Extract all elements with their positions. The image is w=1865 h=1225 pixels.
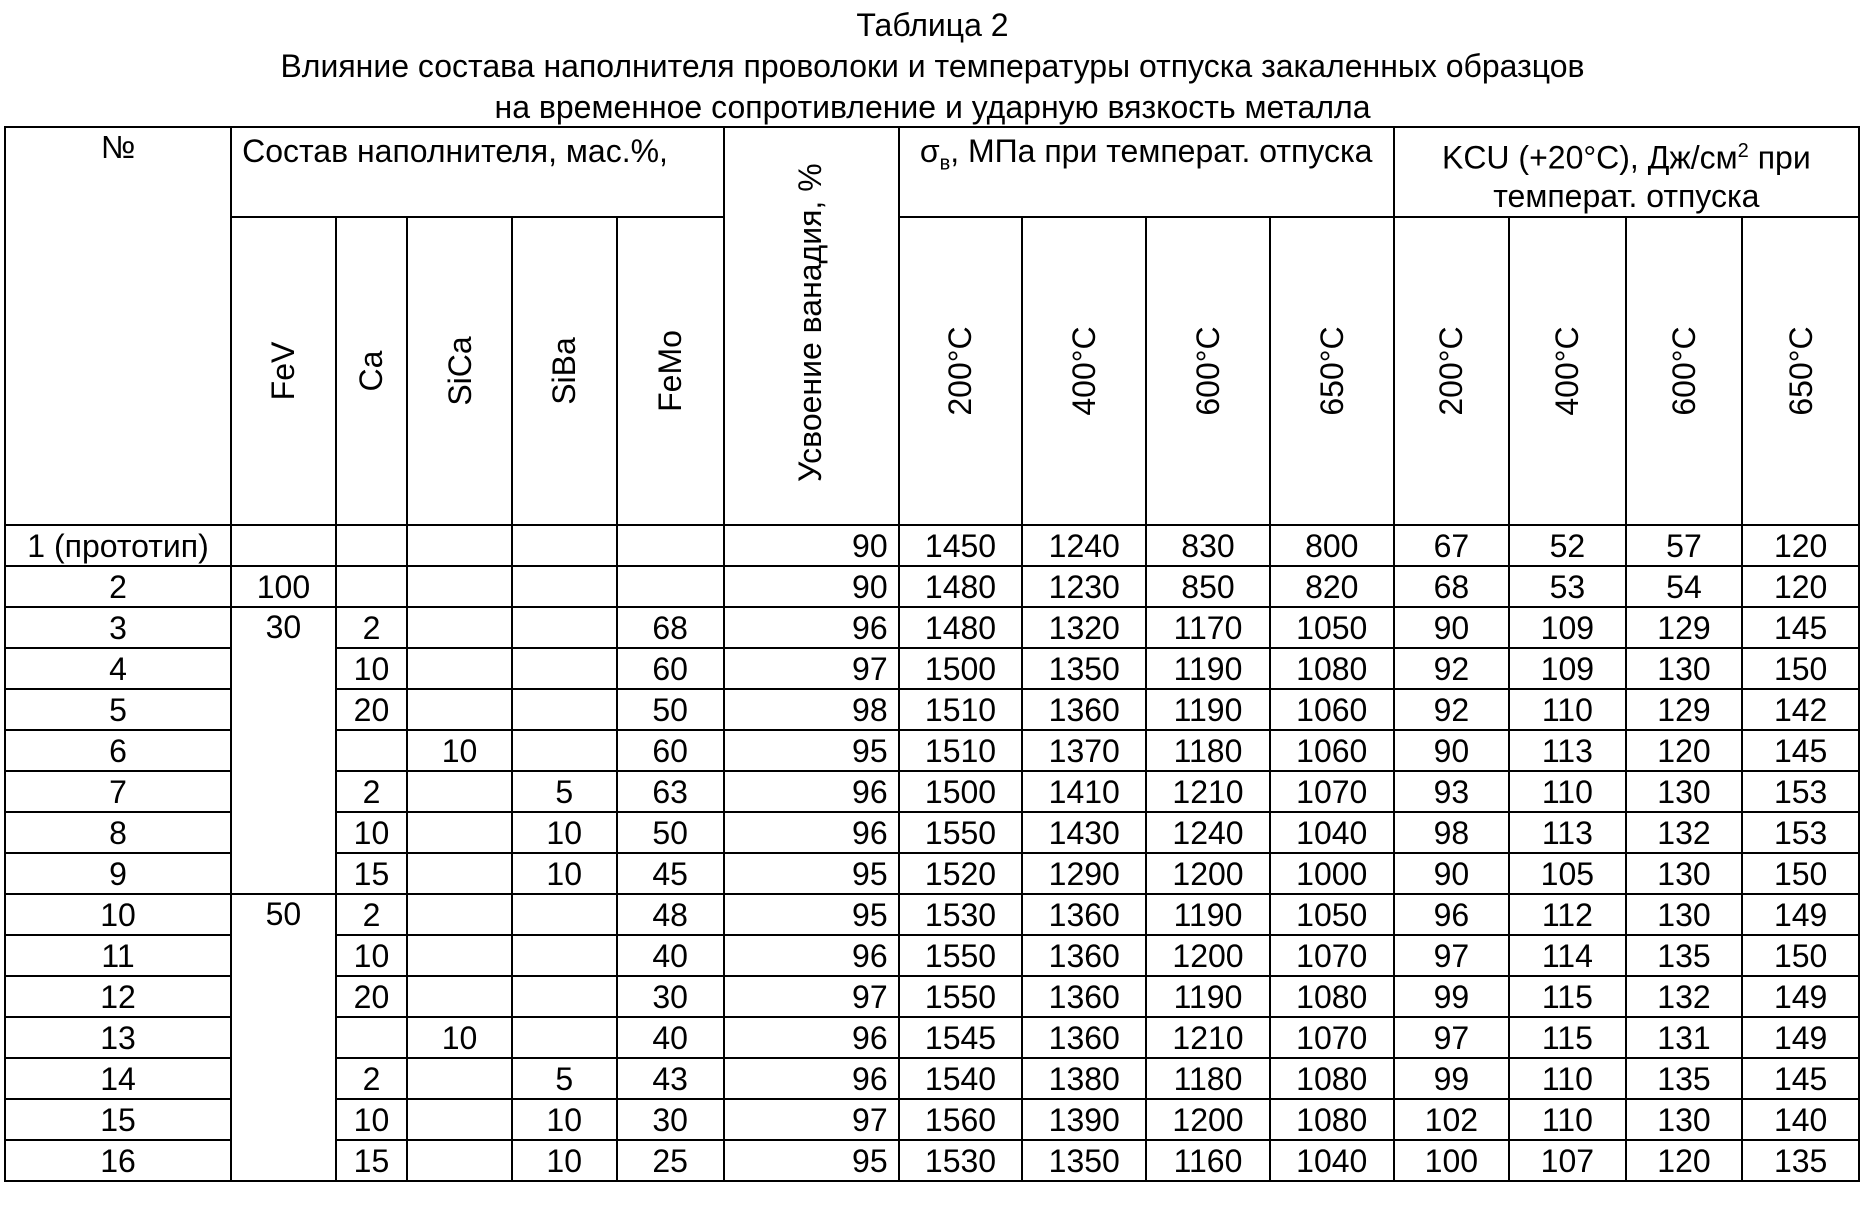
cell-sigma-400: 1240 — [1022, 525, 1146, 566]
cell-sigma-200: 1450 — [899, 525, 1023, 566]
cell-sigma-400: 1370 — [1022, 730, 1146, 771]
cell-no: 4 — [5, 648, 231, 689]
cell-siba — [512, 730, 617, 771]
header-sigma-200: 200°C — [899, 217, 1023, 525]
header-sica: SiCa — [407, 217, 512, 525]
cell-kcu-650: 145 — [1742, 730, 1859, 771]
cell-femo: 30 — [617, 976, 724, 1017]
cell-kcu-200: 67 — [1394, 525, 1509, 566]
cell-kcu-600: 135 — [1626, 1058, 1743, 1099]
cell-sigma-200: 1520 — [899, 853, 1023, 894]
cell-sigma-200: 1550 — [899, 812, 1023, 853]
cell-kcu-600: 130 — [1626, 1099, 1743, 1140]
cell-femo: 25 — [617, 1140, 724, 1181]
cell-femo — [617, 566, 724, 607]
cell-sigma-600: 1240 — [1146, 812, 1270, 853]
cell-kcu-650: 153 — [1742, 812, 1859, 853]
header-vanadium: Усвоение ванадия, % — [724, 127, 899, 525]
cell-no: 13 — [5, 1017, 231, 1058]
cell-sigma-650: 800 — [1270, 525, 1394, 566]
cell-kcu-650: 140 — [1742, 1099, 1859, 1140]
header-sigma-400: 400°C — [1022, 217, 1146, 525]
cell-ca: 2 — [336, 1058, 407, 1099]
cell-ca — [336, 566, 407, 607]
cell-vanadium: 97 — [724, 1099, 899, 1140]
cell-vanadium: 90 — [724, 566, 899, 607]
cell-sigma-400: 1360 — [1022, 894, 1146, 935]
cell-kcu-200: 99 — [1394, 976, 1509, 1017]
cell-no: 2 — [5, 566, 231, 607]
cell-sica — [407, 689, 512, 730]
table-row — [5, 607, 1859, 648]
header-ca: Ca — [336, 217, 407, 525]
cell-sigma-650: 1050 — [1270, 894, 1394, 935]
cell-sigma-600: 830 — [1146, 525, 1270, 566]
cell-ca — [336, 525, 407, 566]
cell-sigma-400: 1350 — [1022, 648, 1146, 689]
cell-no: 14 — [5, 1058, 231, 1099]
cell-no: 3 — [5, 607, 231, 648]
cell-sigma-400: 1360 — [1022, 976, 1146, 1017]
cell-vanadium: 95 — [724, 1140, 899, 1181]
cell-sica: 10 — [407, 730, 512, 771]
cell-kcu-400: 109 — [1509, 607, 1626, 648]
cell-vanadium: 95 — [724, 853, 899, 894]
cell-kcu-650: 145 — [1742, 607, 1859, 648]
header-sigma-600: 600°C — [1146, 217, 1270, 525]
cell-kcu-400: 114 — [1509, 935, 1626, 976]
cell-kcu-650: 145 — [1742, 1058, 1859, 1099]
cell-siba — [512, 935, 617, 976]
cell-sigma-400: 1410 — [1022, 771, 1146, 812]
cell-vanadium: 95 — [724, 730, 899, 771]
cell-sigma-400: 1350 — [1022, 1140, 1146, 1181]
cell-siba — [512, 607, 617, 648]
cell-ca: 10 — [336, 812, 407, 853]
cell-sigma-200: 1540 — [899, 1058, 1023, 1099]
cell-vanadium: 97 — [724, 976, 899, 1017]
cell-sigma-400: 1290 — [1022, 853, 1146, 894]
cell-kcu-200: 102 — [1394, 1099, 1509, 1140]
cell-kcu-600: 130 — [1626, 853, 1743, 894]
cell-siba — [512, 1017, 617, 1058]
cell-kcu-200: 93 — [1394, 771, 1509, 812]
cell-sica — [407, 607, 512, 648]
cell-kcu-650: 120 — [1742, 566, 1859, 607]
cell-sigma-200: 1550 — [899, 976, 1023, 1017]
header-kcu-600: 600°C — [1626, 217, 1743, 525]
cell-vanadium: 96 — [724, 607, 899, 648]
cell-kcu-600: 135 — [1626, 935, 1743, 976]
cell-ca: 15 — [336, 853, 407, 894]
cell-kcu-200: 99 — [1394, 1058, 1509, 1099]
header-number: № — [5, 127, 231, 525]
cell-sigma-200: 1550 — [899, 935, 1023, 976]
cell-sigma-600: 1190 — [1146, 976, 1270, 1017]
cell-siba — [512, 689, 617, 730]
cell-femo: 30 — [617, 1099, 724, 1140]
cell-sica — [407, 812, 512, 853]
cell-sigma-650: 820 — [1270, 566, 1394, 607]
cell-siba: 5 — [512, 771, 617, 812]
cell-kcu-200: 100 — [1394, 1140, 1509, 1181]
header-siba: SiBa — [512, 217, 617, 525]
table-row — [5, 566, 1859, 607]
cell-sica: 10 — [407, 1017, 512, 1058]
cell-sigma-650: 1080 — [1270, 1099, 1394, 1140]
cell-vanadium: 95 — [724, 894, 899, 935]
cell-no: 7 — [5, 771, 231, 812]
cell-sigma-200: 1510 — [899, 689, 1023, 730]
cell-sigma-600: 1200 — [1146, 853, 1270, 894]
cell-kcu-650: 149 — [1742, 976, 1859, 1017]
cell-sigma-600: 1190 — [1146, 648, 1270, 689]
cell-vanadium: 96 — [724, 812, 899, 853]
cell-kcu-400: 113 — [1509, 730, 1626, 771]
cell-vanadium: 96 — [724, 1058, 899, 1099]
cell-sigma-600: 1200 — [1146, 935, 1270, 976]
cell-kcu-400: 52 — [1509, 525, 1626, 566]
cell-sigma-400: 1230 — [1022, 566, 1146, 607]
cell-sica — [407, 566, 512, 607]
cell-siba — [512, 566, 617, 607]
cell-no: 10 — [5, 894, 231, 935]
cell-kcu-600: 132 — [1626, 812, 1743, 853]
cell-kcu-400: 107 — [1509, 1140, 1626, 1181]
cell-sigma-650: 1060 — [1270, 689, 1394, 730]
header-sigma: σв, МПа при температ. отпуска — [899, 127, 1394, 217]
cell-kcu-400: 109 — [1509, 648, 1626, 689]
cell-ca: 15 — [336, 1140, 407, 1181]
cell-no: 5 — [5, 689, 231, 730]
cell-ca: 20 — [336, 976, 407, 1017]
cell-vanadium: 96 — [724, 771, 899, 812]
cell-femo: 48 — [617, 894, 724, 935]
cell-kcu-200: 96 — [1394, 894, 1509, 935]
cell-kcu-400: 113 — [1509, 812, 1626, 853]
cell-kcu-200: 97 — [1394, 935, 1509, 976]
cell-kcu-600: 130 — [1626, 648, 1743, 689]
cell-femo: 60 — [617, 730, 724, 771]
cell-kcu-200: 98 — [1394, 812, 1509, 853]
cell-kcu-200: 68 — [1394, 566, 1509, 607]
cell-sigma-600: 1170 — [1146, 607, 1270, 648]
cell-femo: 45 — [617, 853, 724, 894]
cell-kcu-400: 53 — [1509, 566, 1626, 607]
cell-siba: 10 — [512, 1140, 617, 1181]
cell-femo: 63 — [617, 771, 724, 812]
cell-sigma-200: 1480 — [899, 566, 1023, 607]
cell-sica — [407, 935, 512, 976]
cell-ca: 2 — [336, 894, 407, 935]
cell-kcu-200: 97 — [1394, 1017, 1509, 1058]
cell-sigma-200: 1500 — [899, 771, 1023, 812]
cell-no: 9 — [5, 853, 231, 894]
cell-sigma-400: 1360 — [1022, 1017, 1146, 1058]
cell-sica — [407, 648, 512, 689]
header-sigma-650: 650°C — [1270, 217, 1394, 525]
cell-sigma-400: 1430 — [1022, 812, 1146, 853]
cell-sigma-600: 1200 — [1146, 1099, 1270, 1140]
cell-sigma-400: 1380 — [1022, 1058, 1146, 1099]
cell-sigma-600: 1190 — [1146, 689, 1270, 730]
cell-sigma-200: 1530 — [899, 1140, 1023, 1181]
cell-vanadium: 97 — [724, 648, 899, 689]
data-table — [4, 126, 1860, 1182]
cell-no: 11 — [5, 935, 231, 976]
cell-kcu-650: 142 — [1742, 689, 1859, 730]
cell-sica — [407, 976, 512, 1017]
cell-femo: 40 — [617, 935, 724, 976]
cell-vanadium: 96 — [724, 935, 899, 976]
cell-sigma-400: 1360 — [1022, 689, 1146, 730]
cell-kcu-200: 90 — [1394, 730, 1509, 771]
cell-no: 1 (прототип) — [5, 525, 231, 566]
cell-siba: 10 — [512, 853, 617, 894]
cell-sica — [407, 894, 512, 935]
table-caption-title: Влияние состава наполнителя проволоки и температуры отпуска закаленных образцов — [0, 47, 1865, 85]
cell-sigma-650: 1070 — [1270, 1017, 1394, 1058]
cell-sigma-400: 1390 — [1022, 1099, 1146, 1140]
cell-kcu-650: 149 — [1742, 894, 1859, 935]
cell-sigma-200: 1560 — [899, 1099, 1023, 1140]
cell-ca: 10 — [336, 1099, 407, 1140]
header-kcu-200: 200°C — [1394, 217, 1509, 525]
cell-kcu-600: 120 — [1626, 730, 1743, 771]
cell-sigma-400: 1360 — [1022, 935, 1146, 976]
cell-kcu-400: 110 — [1509, 1058, 1626, 1099]
cell-ca: 10 — [336, 935, 407, 976]
cell-vanadium: 90 — [724, 525, 899, 566]
cell-kcu-400: 110 — [1509, 689, 1626, 730]
cell-ca — [336, 730, 407, 771]
header-fev: FeV — [231, 217, 336, 525]
cell-sigma-650: 1080 — [1270, 1058, 1394, 1099]
cell-no: 8 — [5, 812, 231, 853]
cell-femo — [617, 525, 724, 566]
cell-no: 6 — [5, 730, 231, 771]
cell-vanadium: 98 — [724, 689, 899, 730]
cell-no: 12 — [5, 976, 231, 1017]
cell-ca: 2 — [336, 607, 407, 648]
cell-kcu-400: 115 — [1509, 976, 1626, 1017]
cell-kcu-200: 90 — [1394, 853, 1509, 894]
cell-fev: 30 — [231, 607, 336, 894]
cell-sigma-600: 1180 — [1146, 1058, 1270, 1099]
cell-sigma-600: 1160 — [1146, 1140, 1270, 1181]
cell-kcu-400: 112 — [1509, 894, 1626, 935]
cell-sigma-600: 1190 — [1146, 894, 1270, 935]
header-kcu-400: 400°C — [1509, 217, 1626, 525]
cell-ca: 10 — [336, 648, 407, 689]
header-composition: Состав наполнителя, мас.%, — [231, 127, 724, 217]
header-femo: FeMo — [617, 217, 724, 525]
cell-kcu-600: 132 — [1626, 976, 1743, 1017]
cell-sigma-600: 1210 — [1146, 1017, 1270, 1058]
cell-siba: 5 — [512, 1058, 617, 1099]
cell-kcu-650: 150 — [1742, 853, 1859, 894]
cell-sigma-650: 1080 — [1270, 976, 1394, 1017]
cell-kcu-400: 110 — [1509, 771, 1626, 812]
cell-kcu-600: 130 — [1626, 771, 1743, 812]
cell-kcu-200: 92 — [1394, 689, 1509, 730]
cell-siba — [512, 976, 617, 1017]
cell-siba — [512, 525, 617, 566]
cell-kcu-600: 120 — [1626, 1140, 1743, 1181]
cell-sigma-650: 1080 — [1270, 648, 1394, 689]
cell-kcu-650: 150 — [1742, 648, 1859, 689]
cell-kcu-600: 130 — [1626, 894, 1743, 935]
cell-kcu-600: 54 — [1626, 566, 1743, 607]
cell-sigma-650: 1040 — [1270, 812, 1394, 853]
cell-sigma-600: 1210 — [1146, 771, 1270, 812]
cell-sica — [407, 1099, 512, 1140]
cell-kcu-650: 120 — [1742, 525, 1859, 566]
table-row — [5, 525, 1859, 566]
cell-sica — [407, 1058, 512, 1099]
cell-vanadium: 96 — [724, 1017, 899, 1058]
table-caption-number: Таблица 2 — [0, 6, 1865, 44]
table-caption-subtitle: на временное сопротивление и ударную вязкость металла — [0, 88, 1865, 126]
cell-ca: 2 — [336, 771, 407, 812]
cell-fev: 50 — [231, 894, 336, 1181]
cell-no: 15 — [5, 1099, 231, 1140]
cell-kcu-600: 129 — [1626, 607, 1743, 648]
cell-sigma-650: 1050 — [1270, 607, 1394, 648]
cell-kcu-650: 153 — [1742, 771, 1859, 812]
cell-siba — [512, 648, 617, 689]
cell-siba — [512, 894, 617, 935]
cell-no: 16 — [5, 1140, 231, 1181]
cell-sigma-200: 1530 — [899, 894, 1023, 935]
cell-fev: 100 — [231, 566, 336, 607]
cell-sigma-600: 850 — [1146, 566, 1270, 607]
cell-sica — [407, 853, 512, 894]
cell-sigma-200: 1545 — [899, 1017, 1023, 1058]
cell-sigma-650: 1070 — [1270, 771, 1394, 812]
cell-sigma-600: 1180 — [1146, 730, 1270, 771]
cell-kcu-650: 149 — [1742, 1017, 1859, 1058]
cell-kcu-650: 135 — [1742, 1140, 1859, 1181]
cell-sigma-400: 1320 — [1022, 607, 1146, 648]
cell-kcu-200: 92 — [1394, 648, 1509, 689]
cell-ca — [336, 1017, 407, 1058]
cell-femo: 60 — [617, 648, 724, 689]
cell-sigma-650: 1000 — [1270, 853, 1394, 894]
table-row — [5, 894, 1859, 935]
cell-sigma-200: 1510 — [899, 730, 1023, 771]
cell-femo: 40 — [617, 1017, 724, 1058]
cell-fev — [231, 525, 336, 566]
cell-femo: 43 — [617, 1058, 724, 1099]
cell-kcu-650: 150 — [1742, 935, 1859, 976]
cell-femo: 50 — [617, 812, 724, 853]
cell-sigma-650: 1040 — [1270, 1140, 1394, 1181]
cell-sica — [407, 525, 512, 566]
cell-siba: 10 — [512, 812, 617, 853]
cell-femo: 68 — [617, 607, 724, 648]
cell-siba: 10 — [512, 1099, 617, 1140]
cell-kcu-600: 131 — [1626, 1017, 1743, 1058]
cell-sigma-650: 1070 — [1270, 935, 1394, 976]
cell-femo: 50 — [617, 689, 724, 730]
cell-sigma-200: 1500 — [899, 648, 1023, 689]
cell-sigma-650: 1060 — [1270, 730, 1394, 771]
cell-kcu-400: 110 — [1509, 1099, 1626, 1140]
cell-kcu-600: 57 — [1626, 525, 1743, 566]
cell-kcu-400: 105 — [1509, 853, 1626, 894]
header-kcu-650: 650°C — [1742, 217, 1859, 525]
header-kcu: KCU (+20°C), Дж/см2 при температ. отпуска — [1394, 127, 1859, 217]
cell-sica — [407, 1140, 512, 1181]
cell-kcu-400: 115 — [1509, 1017, 1626, 1058]
cell-sigma-200: 1480 — [899, 607, 1023, 648]
cell-sica — [407, 771, 512, 812]
cell-kcu-200: 90 — [1394, 607, 1509, 648]
cell-ca: 20 — [336, 689, 407, 730]
cell-kcu-600: 129 — [1626, 689, 1743, 730]
